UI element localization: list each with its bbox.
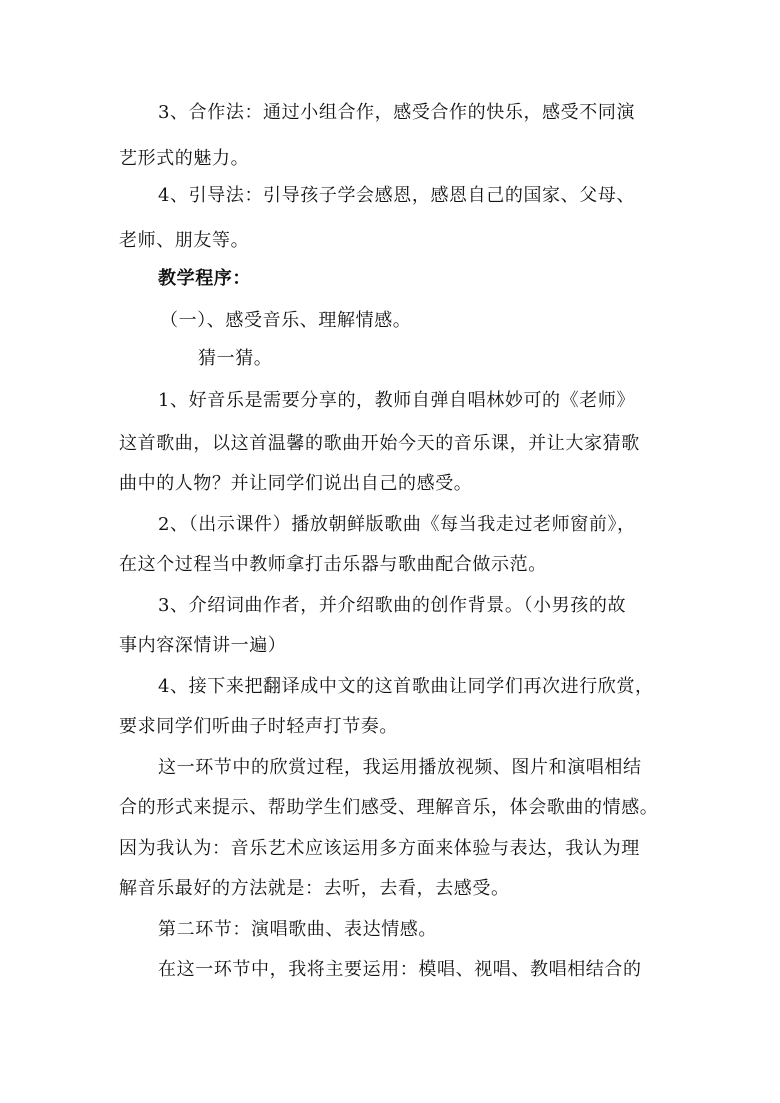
paragraph-line: 曲中的人物？并让同学们说出自己的感受。	[119, 473, 473, 494]
paragraph-line: 要求同学们听曲子时轻声打节奏。	[119, 716, 398, 737]
paragraph-line: 事内容深情讲一遍）	[119, 635, 287, 656]
paragraph-line: 解音乐最好的方法就是：去听，去看，去感受。	[119, 878, 510, 899]
paragraph-line: 1、好音乐是需要分享的，教师自弹自唱林妙可的《老师》	[158, 390, 636, 411]
paragraph-line: 第二环节：演唱歌曲、表达情感。	[158, 919, 437, 940]
paragraph-line: 合的形式来提示、帮助学生们感受、理解音乐，体会歌曲的情感。	[119, 797, 659, 818]
paragraph-line: 老师、朋友等。	[119, 230, 250, 251]
paragraph-line: 艺形式的魅力。	[119, 148, 250, 169]
paragraph-line: 4、引导法：引导孩子学会感恩，感恩自己的国家、父母、	[158, 185, 636, 206]
paragraph-line: 2、（出示课件）播放朝鲜版歌曲《每当我走过老师窗前》，	[158, 514, 636, 535]
paragraph-line: 3、合作法：通过小组合作，感受合作的快乐，感受不同演	[158, 102, 636, 123]
subsection-heading: （一）、感受音乐、理解情感。	[160, 310, 412, 331]
paragraph-line: 4、接下来把翻译成中文的这首歌曲让同学们再次进行欣赏，	[158, 676, 654, 697]
paragraph-line: 这首歌曲，以这首温馨的歌曲开始今天的音乐课，并让大家猜歌	[119, 433, 640, 454]
paragraph-line: 因为我认为：音乐艺术应该运用多方面来体验与表达，我认为理	[119, 838, 640, 859]
paragraph-line: 猜一猜。	[198, 348, 273, 369]
paragraph-line: 3、介绍词曲作者，并介绍歌曲的创作背景。（小男孩的故	[158, 595, 627, 616]
paragraph-line: 这一环节中的欣赏过程，我运用播放视频、图片和演唱相结	[158, 757, 642, 778]
paragraph-line: 在这一环节中，我将主要运用：模唱、视唱、教唱相结合的	[158, 959, 642, 980]
paragraph-line: 在这个过程当中教师拿打击乐器与歌曲配合做示范。	[119, 554, 547, 575]
section-heading: 教学程序：	[158, 268, 251, 289]
